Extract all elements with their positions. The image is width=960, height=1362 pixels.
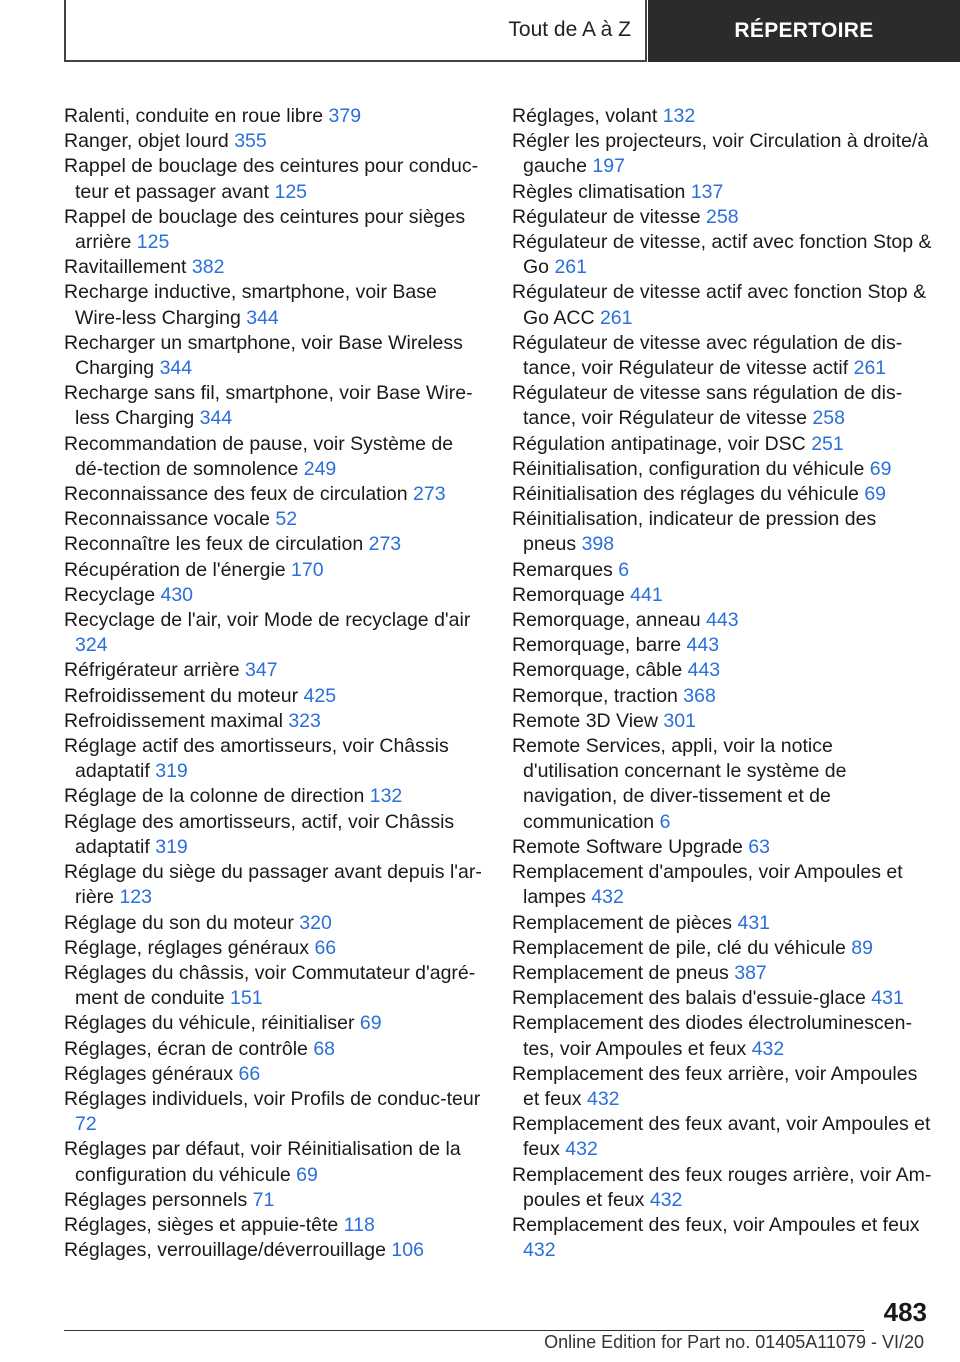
index-entry-page-link[interactable]: 106 — [391, 1239, 424, 1262]
index-entry-text: Réglage du siège du passager avant depuis l'ar‐rière — [64, 861, 482, 909]
index-entry-page-link[interactable]: 301 — [663, 709, 696, 732]
index-entry-page-link[interactable]: 151 — [230, 987, 263, 1010]
index-entry — [64, 280, 484, 330]
index-entry-text: Réglages, volant — [512, 105, 658, 127]
index-entry — [64, 129, 484, 154]
index-entry — [512, 1011, 932, 1061]
index-entry-page-link[interactable]: 125 — [274, 180, 308, 203]
index-entry — [64, 658, 484, 683]
index-entry — [64, 709, 484, 734]
index-entry-page-link[interactable]: 431 — [871, 987, 904, 1010]
index-entry — [512, 1213, 932, 1263]
index-entry-page-link[interactable]: 344 — [159, 357, 193, 380]
index-entry-text: Remorquage, anneau — [512, 609, 701, 632]
index-entry-text: Réfrigérateur arrière — [64, 659, 240, 682]
index-entry-text: Récupération de l'énergie — [64, 558, 286, 581]
index-entry-text: Régulateur de vitesse, actif avec fonction Stop & Go — [512, 231, 932, 279]
index-entry-text: Réglages, verrouillage/déverrouillage — [64, 1239, 386, 1262]
index-entry-text: Régulateur de vitesse avec régulation de dis‐tance, voir Régulateur de vitesse actif — [512, 331, 903, 380]
index-entry-page-link[interactable]: 69 — [296, 1163, 318, 1186]
index-entry-page-link[interactable]: 118 — [343, 1213, 375, 1236]
index-entry-text: Réglage actif des amortisseurs, voir Châssis adaptatif — [64, 735, 449, 783]
index-column-left — [64, 104, 484, 1263]
index-entry-page-link[interactable]: 443 — [706, 609, 739, 632]
index-entry — [512, 961, 932, 986]
index-entry-text: Recyclage de l'air, voir Mode de recyclage d'air — [64, 609, 471, 632]
index-entry-text: Règles climatisation — [512, 180, 686, 203]
index-entry-page-link[interactable]: 69 — [869, 457, 892, 480]
index-entry — [64, 911, 484, 936]
index-entry — [64, 684, 484, 709]
index-entry — [64, 1213, 484, 1238]
index-entry — [512, 129, 932, 179]
index-entry — [64, 583, 484, 608]
section-tab: Tout de A à Z — [64, 0, 647, 62]
index-entry — [64, 860, 484, 910]
index-entry-text: Refroidissement du moteur — [64, 684, 299, 707]
index-entry-page-link[interactable]: 137 — [690, 180, 724, 203]
index-entry-text: Réglages par défaut, voir Réinitialisation de la configuration du véhicule — [64, 1138, 461, 1186]
index-entry — [64, 558, 484, 583]
index-entry-page-link[interactable]: 89 — [851, 936, 873, 959]
index-entry-text: Recharge sans fil, smartphone, voir Base Wire‐less Charging — [64, 382, 473, 430]
index-entry — [512, 558, 932, 583]
index-entry — [512, 104, 932, 129]
index-entry — [64, 734, 484, 784]
index-entry-page-link[interactable]: 66 — [238, 1062, 261, 1085]
index-entry-page-link[interactable]: 324 — [75, 634, 108, 657]
index-entry-page-link[interactable]: 355 — [234, 130, 267, 153]
index-entry-page-link[interactable]: 320 — [299, 911, 332, 934]
index-entry-page-link[interactable]: 132 — [369, 785, 403, 808]
index-entry-text: Refroidissement maximal — [64, 709, 283, 732]
index-entry — [512, 608, 932, 633]
page-number: 483 — [883, 1297, 927, 1327]
footer-edition: Online Edition for Part no. 01405A11079 - VI/20 — [544, 1332, 924, 1352]
page-header — [64, 0, 960, 64]
index-entry — [512, 658, 932, 683]
index-entry-page-link[interactable]: 431 — [737, 911, 771, 934]
index-entry-text: Remorquage — [512, 583, 625, 606]
index-entry — [64, 810, 484, 860]
index-entry-text: Recyclage — [64, 583, 156, 606]
index-entry-text: Réinitialisation, configuration du véhicule — [512, 457, 865, 480]
index-entry-page-link[interactable]: 319 — [155, 760, 188, 783]
index-entry-page-link[interactable]: 344 — [199, 407, 233, 430]
index-entry-text: Remplacement de pneus — [512, 961, 729, 984]
index-entry-text: Réinitialisation des réglages du véhicule — [512, 483, 859, 506]
index-entry-page-link[interactable]: 443 — [687, 659, 721, 682]
index-entry-text: Réinitialisation, indicateur de pression des pneus — [512, 508, 877, 556]
index-entry-page-link[interactable]: 425 — [303, 684, 337, 707]
index-entry-page-link[interactable]: 382 — [191, 256, 225, 279]
chapter-tab: RÉPERTOIRE — [648, 0, 960, 62]
index-entry — [512, 1062, 932, 1112]
index-entry — [512, 734, 932, 835]
index-entry — [64, 205, 484, 255]
index-entry — [512, 1112, 932, 1162]
index-entry-text: Ralenti, conduite en roue libre — [64, 105, 324, 127]
index-entry — [512, 936, 932, 961]
index-entry-text: Ravitaillement — [64, 256, 187, 279]
index-entry-page-link[interactable]: 379 — [328, 105, 362, 127]
index-entry — [512, 331, 932, 381]
index-entry — [64, 507, 484, 532]
index-entry-text: Réglages personnels — [64, 1188, 248, 1211]
index-entry-page-link[interactable]: 123 — [119, 886, 152, 909]
index-entry-page-link[interactable]: 71 — [252, 1188, 275, 1211]
index-entry — [512, 1163, 932, 1213]
index-entry-text: Remplacement d'ampoules, voir Ampoules et lampes — [512, 861, 903, 909]
index-entry-page-link[interactable]: 52 — [275, 508, 298, 531]
index-entry-text: Réglage, réglages généraux — [64, 936, 310, 959]
index-entry-text: Remplacement des feux, voir Ampoules et feux — [512, 1213, 920, 1236]
index-entry-text: Remote 3D View — [512, 709, 658, 732]
index-entry-page-link[interactable]: 319 — [155, 835, 188, 858]
index-entry — [512, 432, 932, 457]
index-entry-page-link[interactable]: 441 — [630, 583, 663, 606]
index-entry-page-link[interactable]: 387 — [734, 961, 767, 984]
index-entry-page-link[interactable]: 273 — [413, 483, 446, 506]
index-entry-page-link[interactable]: 197 — [592, 155, 625, 178]
index-entry — [64, 331, 484, 381]
index-entry-text: Rappel de bouclage des ceintures pour conduc‐teur et passager avant — [64, 155, 479, 203]
index-entry-text: Réglages généraux — [64, 1062, 234, 1085]
index-entry-page-link[interactable]: 347 — [245, 659, 278, 682]
index-entry-text: Régler les projecteurs, voir Circulation à droite/à gauche — [512, 130, 929, 178]
index-entry-text: Remplacement des diodes électroluminescen‐tes, voir Ampoules et feux — [512, 1012, 912, 1060]
index-entry-text: Réglage des amortisseurs, actif, voir Châssis adaptatif — [64, 810, 455, 858]
index-entry-text: Recommandation de pause, voir Système de dé‐tection de somnolence — [64, 432, 454, 480]
index-entry-page-link[interactable]: 430 — [160, 583, 194, 606]
index-entry — [64, 104, 484, 129]
index-entry-text: Régulation antipatinage, voir DSC — [512, 432, 806, 455]
index-entry — [512, 911, 932, 936]
index-entry-page-link[interactable]: 249 — [303, 457, 337, 480]
index-entry — [512, 381, 932, 431]
index-entry — [64, 784, 484, 809]
index-entry-text: Remplacement de pièces — [512, 911, 733, 934]
footer-divider — [64, 1330, 864, 1331]
index-entry-text: Réglage du son du moteur — [64, 911, 294, 934]
index-entry-page-link[interactable]: 63 — [748, 835, 770, 858]
index-column-right — [512, 104, 932, 1263]
index-entry-page-link[interactable]: 251 — [811, 432, 844, 455]
index-entry-text: Remplacement des feux rouges arrière, voir Am‐poules et feux — [512, 1163, 932, 1211]
index-entry-page-link[interactable]: 432 — [586, 1087, 620, 1110]
index-entry-text: Régulateur de vitesse actif avec fonction Stop & Go ACC — [512, 281, 927, 329]
index-entry-page-link[interactable]: 125 — [136, 231, 170, 254]
index-entry — [512, 507, 932, 557]
index-entry-page-link[interactable]: 68 — [313, 1037, 336, 1060]
index-entry — [64, 432, 484, 482]
index-entry-text: Remplacement des balais d'essuie-glace — [512, 987, 866, 1010]
index-entry-page-link[interactable]: 6 — [659, 810, 671, 833]
index-entry-page-link[interactable]: 432 — [751, 1037, 785, 1060]
index-entry-text: Réglages du châssis, voir Commutateur d'agré‐ment de conduite — [64, 961, 476, 1010]
index-entry — [64, 255, 484, 280]
index-entry-text: Recharge inductive, smartphone, voir Base Wire‐less Charging — [64, 281, 437, 329]
index-entry-text: Remorque, traction — [512, 684, 678, 707]
index-entry-page-link[interactable]: 398 — [581, 533, 615, 556]
index-entry-page-link[interactable]: 432 — [649, 1188, 683, 1211]
index-entry-text: Réglages individuels, voir Profils de conduc‐teur — [64, 1087, 481, 1110]
index-entry — [512, 633, 932, 658]
index-entry — [512, 709, 932, 734]
index-entry-text: Réglages du véhicule, réinitialiser — [64, 1012, 355, 1035]
index-entry — [64, 381, 484, 431]
index-entry — [64, 1238, 484, 1263]
index-entry-page-link[interactable]: 69 — [864, 483, 887, 506]
index-entry-page-link[interactable]: 258 — [812, 407, 845, 430]
index-entry-text: Reconnaissance des feux de circulation — [64, 483, 408, 506]
index-entry-text: Remplacement de pile, clé du véhicule — [512, 936, 846, 959]
index-entry — [512, 835, 932, 860]
index-entry-page-link[interactable]: 261 — [599, 306, 633, 329]
index-entry-text: Remplacement des feux avant, voir Ampoules et feux — [512, 1113, 931, 1161]
index-entry-text: Régulateur de vitesse sans régulation de dis‐tance, voir Régulateur de vitesse — [512, 382, 903, 430]
index-entry — [64, 961, 484, 1011]
index-entry — [64, 1011, 484, 1036]
index-entry-text: Réglages, sièges et appuie-tête — [64, 1213, 339, 1236]
index-entry — [512, 583, 932, 608]
index-entry-text: Réglages, écran de contrôle — [64, 1037, 308, 1060]
index-entry-text: Remorquage, câble — [512, 659, 683, 682]
index-entry-text: Remarques — [512, 558, 613, 581]
index-entry — [64, 1037, 484, 1062]
index-entry-text: Recharger un smartphone, voir Base Wireless Charging — [64, 331, 463, 380]
index-entry — [512, 280, 932, 330]
index-entry-text: Rappel de bouclage des ceintures pour sièges arrière — [64, 205, 466, 254]
index-entry — [64, 608, 484, 658]
index-entry — [512, 482, 932, 507]
index-entry — [512, 457, 932, 482]
index-entry — [64, 936, 484, 961]
index-entry-page-link[interactable]: 368 — [683, 684, 716, 707]
index-entry — [512, 986, 932, 1011]
index-entry-text: Réglage de la colonne de direction — [64, 785, 365, 808]
index-entry-page-link[interactable]: 432 — [565, 1138, 598, 1161]
index-entry-page-link[interactable]: 344 — [246, 306, 279, 329]
index-entry-page-link[interactable]: 170 — [291, 558, 324, 581]
index-entry — [512, 205, 932, 230]
index-entry-page-link[interactable]: 258 — [706, 205, 739, 228]
index-entry — [512, 860, 932, 910]
index-entry-text: Régulateur de vitesse — [512, 205, 701, 228]
index-entry-text: Remote Services, appli, voir la notice d'utilisation concernant le système de navigation, de diver‐tissement et de communication — [512, 735, 847, 833]
index-entry — [512, 180, 932, 205]
index-entry-page-link[interactable]: 323 — [288, 709, 321, 732]
index-entry — [512, 230, 932, 280]
index-entry-page-link[interactable]: 261 — [554, 256, 587, 279]
index-entry-page-link[interactable]: 6 — [618, 558, 630, 581]
index-entry-page-link[interactable]: 69 — [359, 1012, 382, 1035]
index-entry — [512, 684, 932, 709]
index-entry-page-link[interactable]: 443 — [686, 634, 720, 657]
index-entry-text: Remote Software Upgrade — [512, 835, 743, 858]
index-entry-page-link[interactable]: 72 — [75, 1113, 97, 1136]
index-entry-page-link[interactable]: 66 — [314, 936, 337, 959]
index-entry — [64, 1188, 484, 1213]
index-entry-page-link[interactable]: 432 — [523, 1239, 556, 1262]
index-entry-page-link[interactable]: 132 — [662, 105, 696, 127]
index-entry — [64, 482, 484, 507]
index-entry-page-link[interactable]: 273 — [368, 533, 402, 556]
index-entry-text: Remorquage, barre — [512, 634, 682, 657]
index-entry-text: Ranger, objet lourd — [64, 130, 229, 153]
index-entry-text: Remplacement des feux arrière, voir Ampoules et feux — [512, 1062, 918, 1110]
index-entry-page-link[interactable]: 261 — [853, 357, 887, 380]
index-entry-page-link[interactable]: 432 — [591, 886, 624, 909]
index-entry — [64, 1062, 484, 1087]
index-entry — [64, 1087, 484, 1137]
index-entry-text: Reconnaissance vocale — [64, 508, 270, 531]
index-entry-text: Reconnaître les feux de circulation — [64, 533, 364, 556]
index-entry — [64, 1137, 484, 1187]
index-entry — [64, 532, 484, 557]
index-entry — [64, 154, 484, 204]
